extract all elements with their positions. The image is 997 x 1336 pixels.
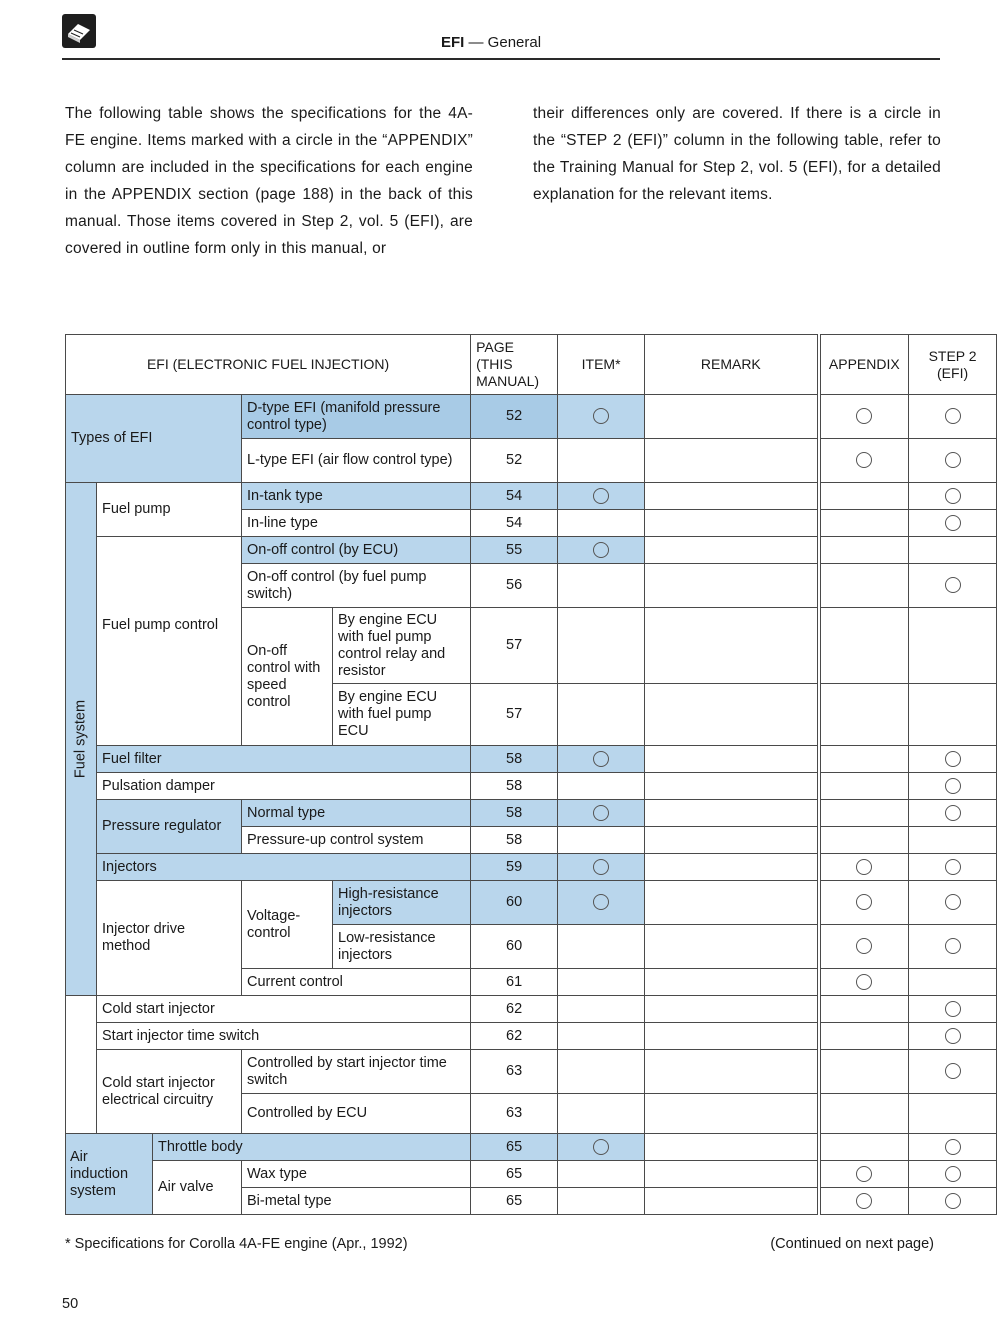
item-cell — [558, 684, 645, 746]
table-row — [66, 996, 997, 1023]
group-fuel-system-label: Fuel system — [72, 699, 89, 779]
group-fuel-system — [66, 483, 97, 996]
row-label: High-resistance injectors — [333, 881, 471, 925]
header-efi: EFI (ELECTRONIC FUEL INJECTION) — [66, 335, 471, 395]
appendix-cell — [819, 1161, 909, 1188]
table-row — [66, 537, 997, 564]
book-icon — [62, 14, 96, 48]
appendix-cell — [819, 746, 909, 773]
remark-cell — [645, 537, 819, 564]
row-label: Start injector time switch — [97, 1023, 471, 1050]
item-cell — [558, 969, 645, 996]
step2-cell — [909, 827, 997, 854]
intro-right-column — [533, 100, 941, 208]
circle-mark-icon — [856, 1193, 872, 1209]
remark-cell — [645, 564, 819, 608]
step2-cell — [909, 969, 997, 996]
circle-mark-icon — [945, 515, 961, 531]
table-row — [66, 881, 997, 925]
row-label: On-off control (by fuel pump switch) — [242, 564, 471, 608]
circle-mark-icon — [945, 805, 961, 821]
item-cell — [558, 854, 645, 881]
table-row — [66, 1161, 997, 1188]
header-divider — [62, 58, 940, 60]
row-label: By engine ECU with fuel pump ECU — [333, 684, 471, 746]
remark-cell — [645, 800, 819, 827]
circle-mark-icon — [593, 894, 609, 910]
circle-mark-icon — [945, 859, 961, 875]
row-page: 58 — [471, 827, 558, 854]
appendix-cell — [819, 1188, 909, 1215]
table-row — [66, 854, 997, 881]
row-page: 60 — [471, 881, 558, 925]
appendix-cell — [819, 800, 909, 827]
circle-mark-icon — [856, 859, 872, 875]
row-page: 63 — [471, 1094, 558, 1134]
item-cell — [558, 564, 645, 608]
group-voltage-control: Voltage-control — [242, 881, 333, 969]
circle-mark-icon — [945, 1001, 961, 1017]
remark-cell — [645, 746, 819, 773]
group-types-of-efi: Types of EFI — [66, 395, 242, 483]
appendix-cell — [819, 996, 909, 1023]
header-item: ITEM* — [558, 335, 645, 395]
row-page: 55 — [471, 537, 558, 564]
group-onoff-speed-control: On-off control with speed control — [242, 608, 333, 746]
row-label: Normal type — [242, 800, 471, 827]
step2-cell — [909, 537, 997, 564]
remark-cell — [645, 608, 819, 684]
item-cell — [558, 996, 645, 1023]
remark-cell — [645, 1134, 819, 1161]
circle-mark-icon — [945, 751, 961, 767]
item-cell — [558, 1161, 645, 1188]
appendix-cell — [819, 881, 909, 925]
appendix-cell — [819, 1134, 909, 1161]
table-row — [66, 395, 997, 439]
remark-cell — [645, 1050, 819, 1094]
row-page: 57 — [471, 608, 558, 684]
step2-cell — [909, 773, 997, 800]
step2-cell — [909, 1050, 997, 1094]
header-appendix: APPENDIX — [819, 335, 909, 395]
appendix-cell — [819, 1050, 909, 1094]
step2-cell — [909, 395, 997, 439]
remark-cell — [645, 684, 819, 746]
step2-cell — [909, 881, 997, 925]
row-label: On-off control (by ECU) — [242, 537, 471, 564]
header-title-rest: — General — [464, 34, 542, 51]
row-label: D-type EFI (manifold pressure control type) — [242, 395, 471, 439]
circle-mark-icon — [593, 1139, 609, 1155]
circle-mark-icon — [593, 859, 609, 875]
row-label: Pressure-up control system — [242, 827, 471, 854]
page-number: 50 — [62, 1296, 79, 1312]
header-remark: REMARK — [645, 335, 819, 395]
remark-cell — [645, 773, 819, 800]
remark-cell — [645, 1094, 819, 1134]
circle-mark-icon — [856, 408, 872, 424]
item-cell — [558, 925, 645, 969]
appendix-cell — [819, 510, 909, 537]
header-title-bold: EFI — [441, 34, 465, 51]
table-row — [66, 1134, 997, 1161]
item-cell — [558, 881, 645, 925]
remark-cell — [645, 854, 819, 881]
appendix-cell — [819, 925, 909, 969]
item-cell — [558, 746, 645, 773]
row-page: 65 — [471, 1134, 558, 1161]
item-cell — [558, 827, 645, 854]
row-page: 63 — [471, 1050, 558, 1094]
row-page: 54 — [471, 510, 558, 537]
row-page: 54 — [471, 483, 558, 510]
intro-right-paragraph: their differences only are covered. If there is a circle in the “STEP 2 (EFI)” column in the following table, refer to the Training Manual for Step 2, vol. 5 (EFI), for a detailed explanation for the relevant items. — [533, 105, 941, 203]
circle-mark-icon — [945, 938, 961, 954]
row-page: 65 — [471, 1188, 558, 1215]
row-label: Controlled by start injector time switch — [242, 1050, 471, 1094]
circle-mark-icon — [945, 488, 961, 504]
row-label: Low-resistance injectors — [333, 925, 471, 969]
circle-mark-icon — [945, 1063, 961, 1079]
row-label: By engine ECU with fuel pump control relay and resistor — [333, 608, 471, 684]
circle-mark-icon — [856, 894, 872, 910]
row-page: 58 — [471, 800, 558, 827]
step2-cell — [909, 510, 997, 537]
group-fuel-pump: Fuel pump — [97, 483, 242, 537]
row-page: 58 — [471, 773, 558, 800]
appendix-cell — [819, 564, 909, 608]
item-cell — [558, 395, 645, 439]
appendix-cell — [819, 537, 909, 564]
step2-cell — [909, 1134, 997, 1161]
circle-mark-icon — [945, 894, 961, 910]
appendix-cell — [819, 483, 909, 510]
remark-cell — [645, 1023, 819, 1050]
row-page: 61 — [471, 969, 558, 996]
continued-note: (Continued on next page) — [770, 1236, 934, 1252]
row-label: Fuel filter — [97, 746, 471, 773]
appendix-cell — [819, 1023, 909, 1050]
row-page: 62 — [471, 1023, 558, 1050]
table-row — [66, 800, 997, 827]
appendix-cell — [819, 969, 909, 996]
row-page: 65 — [471, 1161, 558, 1188]
circle-mark-icon — [945, 408, 961, 424]
remark-cell — [645, 969, 819, 996]
circle-mark-icon — [945, 452, 961, 468]
header-step2: STEP 2 (EFI) — [909, 335, 997, 395]
step2-cell — [909, 1161, 997, 1188]
group-fuel-pump-control: Fuel pump control — [97, 537, 242, 746]
circle-mark-icon — [945, 778, 961, 794]
remark-cell — [645, 827, 819, 854]
circle-mark-icon — [945, 1028, 961, 1044]
circle-mark-icon — [593, 542, 609, 558]
item-cell — [558, 483, 645, 510]
step2-cell — [909, 925, 997, 969]
circle-mark-icon — [593, 488, 609, 504]
appendix-cell — [819, 439, 909, 483]
group-cold-start-circuitry: Cold start injector electrical circuitry — [97, 1050, 242, 1134]
row-label: Injectors — [97, 854, 471, 881]
row-page: 60 — [471, 925, 558, 969]
appendix-cell — [819, 827, 909, 854]
page-header — [441, 34, 541, 51]
step2-cell — [909, 608, 997, 684]
circle-mark-icon — [856, 938, 872, 954]
appendix-cell — [819, 854, 909, 881]
item-cell — [558, 1050, 645, 1094]
item-cell — [558, 1023, 645, 1050]
item-cell — [558, 1188, 645, 1215]
group-air-induction-system: Air induction system — [66, 1134, 153, 1215]
row-label: In-line type — [242, 510, 471, 537]
remark-cell — [645, 1161, 819, 1188]
table-row — [66, 773, 997, 800]
step2-cell — [909, 684, 997, 746]
row-label: Throttle body — [153, 1134, 471, 1161]
table-row — [66, 1023, 997, 1050]
manual-logo — [62, 14, 96, 48]
circle-mark-icon — [856, 452, 872, 468]
intro-left-paragraph: The following table shows the specifications for the 4A-FE engine. Items marked with a circle in the “APPENDIX” column are included in the specifications for each engine in the APPENDIX section (page 188) in the back of this manual. Those items covered in Step 2, vol. 5 (EFI), are covered in outline form only in this manual, or — [65, 105, 473, 257]
item-cell — [558, 800, 645, 827]
efi-spec-table — [65, 334, 997, 1215]
group-air-valve: Air valve — [153, 1161, 242, 1215]
appendix-cell — [819, 684, 909, 746]
row-label: Cold start injector — [97, 996, 471, 1023]
footnote: * Specifications for Corolla 4A-FE engine (Apr., 1992) — [65, 1236, 408, 1252]
remark-cell — [645, 1188, 819, 1215]
step2-cell — [909, 439, 997, 483]
row-page: 62 — [471, 996, 558, 1023]
circle-mark-icon — [945, 1166, 961, 1182]
step2-cell — [909, 854, 997, 881]
circle-mark-icon — [593, 408, 609, 424]
appendix-cell — [819, 773, 909, 800]
item-cell — [558, 608, 645, 684]
item-cell — [558, 1134, 645, 1161]
row-label: In-tank type — [242, 483, 471, 510]
row-page: 59 — [471, 854, 558, 881]
step2-cell — [909, 800, 997, 827]
row-page: 52 — [471, 395, 558, 439]
remark-cell — [645, 439, 819, 483]
table-row — [66, 746, 997, 773]
appendix-cell — [819, 1094, 909, 1134]
step2-cell — [909, 483, 997, 510]
table-header-row — [66, 335, 997, 395]
header-page: PAGE (THIS MANUAL) — [471, 335, 558, 395]
circle-mark-icon — [593, 751, 609, 767]
step2-cell — [909, 1023, 997, 1050]
row-label: Pulsation damper — [97, 773, 471, 800]
table-row — [66, 483, 997, 510]
row-page: 56 — [471, 564, 558, 608]
row-label: Current control — [242, 969, 471, 996]
circle-mark-icon — [945, 1193, 961, 1209]
remark-cell — [645, 996, 819, 1023]
item-cell — [558, 510, 645, 537]
remark-cell — [645, 395, 819, 439]
row-page: 57 — [471, 684, 558, 746]
row-page: 52 — [471, 439, 558, 483]
group-pressure-regulator: Pressure regulator — [97, 800, 242, 854]
step2-cell — [909, 1188, 997, 1215]
row-label: L-type EFI (air flow control type) — [242, 439, 471, 483]
remark-cell — [645, 881, 819, 925]
row-page: 58 — [471, 746, 558, 773]
appendix-cell — [819, 395, 909, 439]
item-cell — [558, 773, 645, 800]
item-cell — [558, 439, 645, 483]
circle-mark-icon — [856, 1166, 872, 1182]
item-cell — [558, 1094, 645, 1134]
appendix-cell — [819, 608, 909, 684]
row-label: Wax type — [242, 1161, 471, 1188]
remark-cell — [645, 510, 819, 537]
row-label: Controlled by ECU — [242, 1094, 471, 1134]
table-row — [66, 1050, 997, 1094]
group-injector-drive-method: Injector drive method — [97, 881, 242, 996]
row-label: Bi-metal type — [242, 1188, 471, 1215]
step2-cell — [909, 996, 997, 1023]
remark-cell — [645, 483, 819, 510]
step2-cell — [909, 564, 997, 608]
intro-left-column — [65, 100, 473, 262]
circle-mark-icon — [593, 805, 609, 821]
step2-cell — [909, 1094, 997, 1134]
circle-mark-icon — [945, 1139, 961, 1155]
circle-mark-icon — [945, 577, 961, 593]
step2-cell — [909, 746, 997, 773]
remark-cell — [645, 925, 819, 969]
item-cell — [558, 537, 645, 564]
fuel-system-continuation — [66, 996, 97, 1134]
circle-mark-icon — [856, 974, 872, 990]
